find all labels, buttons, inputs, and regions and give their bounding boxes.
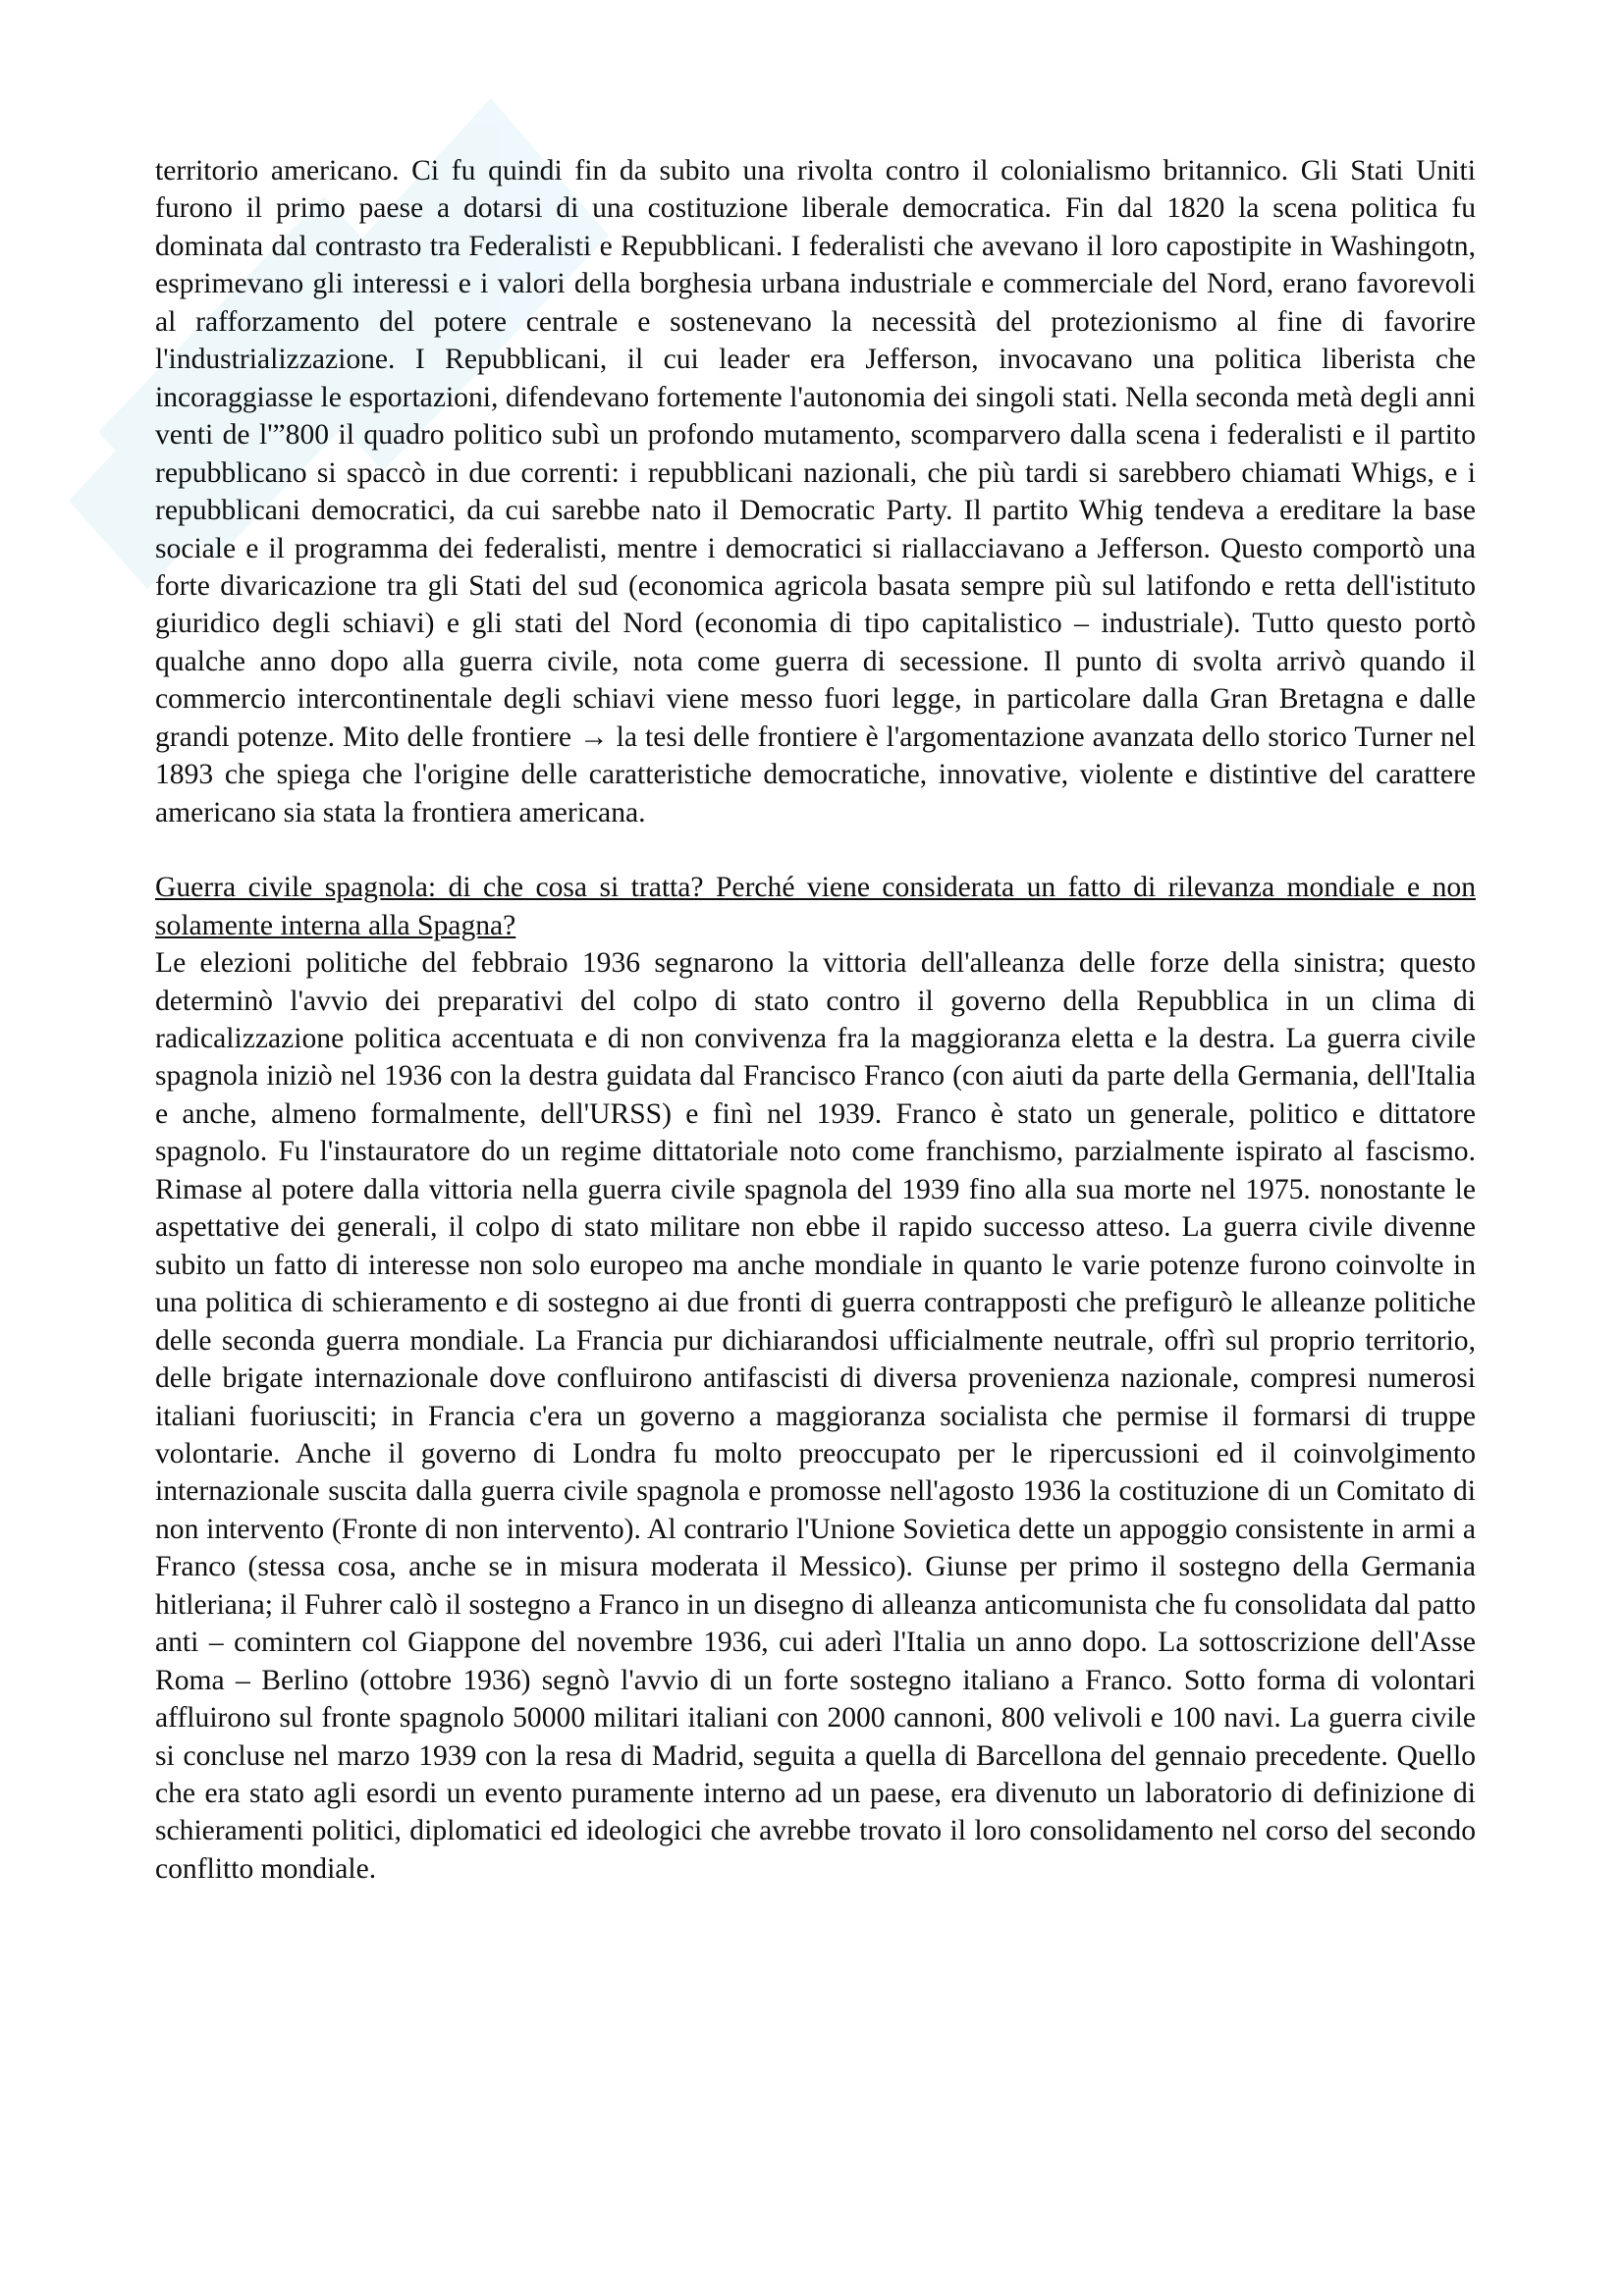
document-page — [155, 152, 1476, 1888]
body-paragraph-spain: Le elezioni politiche del febbraio 1936 segnarono la vittoria dell'alleanza delle forze della sinistra; questo determinò l'avvio dei preparativi del colpo di stato contro il governo della Repubblica in un clima di radicalizzazione politica accentuata e di non convivenza fra la maggioranza eletta e la destra. La guerra civile spagnola iniziò nel 1936 con la destra guidata dal Francisco Franco (con aiuti da parte della Germania, dell'Italia e anche, almeno formalmente, dell'URSS) e finì nel 1939. Franco è stato un generale, politico e dittatore spagnolo. Fu l'instauratore do un regime dittatoriale noto come franchismo, parzialmente ispirato al fascismo. Rimase al potere dalla vittoria nella guerra civile spagnola del 1939 fino alla sua morte nel 1975. nonostante le aspettative dei generali, il colpo di stato militare non ebbe il rapido successo atteso. La guerra civile divenne subito un fatto di interesse non solo europeo ma anche mondiale in quanto le varie potenze furono coinvolte in una politica di schieramento e di sostegno ai due fronti di guerra contrapposti che prefigurò le alleanze politiche delle seconda guerra mondiale. La Francia pur dichiarandosi ufficialmente neutrale, offrì sul proprio territorio, delle brigate internazionale dove confluirono antifascisti di diversa provenienza nazionale, compresi numerosi italiani fuoriusciti; in Francia c'era un governo a maggioranza socialista che permise il formarsi di truppe volontarie. Anche il governo di Londra fu molto preoccupato per le ripercussioni ed il coinvolgimento internazionale suscita dalla guerra civile spagnola e promosse nell'agosto 1936 la costituzione di un Comitato di non intervento (Fronte di non intervento). Al contrario l'Unione Sovietica dette un appoggio consistente in armi a Franco (stessa cosa, anche se in misura moderata il Messico). Giunse per primo il sostegno della Germania hitleriana; il Fuhrer calò il sostegno a Franco in un disegno di alleanza anticomunista che fu consolidata dal patto anti – comintern col Giappone del novembre 1936, cui aderì l'Italia un anno dopo. La sottoscrizione dell'Asse Roma – Berlino (ottobre 1936) segnò l'avvio di un forte sostegno italiano a Franco. Sotto forma di volontari affluirono sul fronte spagnolo 50000 militari italiani con 2000 cannoni, 800 velivoli e 100 navi. La guerra civile si concluse nel marzo 1939 con la resa di Madrid, seguita a quella di Barcellona del gennaio precedente. Quello che era stato agli esordi un evento puramente interno ad un paese, era divenuto un laboratorio di definizione di schieramenti politici, diplomatici ed ideologici che avrebbe trovato il loro consolidamento nel corso del secondo conflitto mondiale. — [155, 947, 1476, 1885]
body-paragraph-usa: territorio americano. Ci fu quindi fin da subito una rivolta contro il colonialismo britannico. Gli Stati Uniti furono il primo paese a dotarsi di una costituzione liberale democratica. Fin dal 1820 la scena politica fu dominata dal contrasto tra Federalisti e Repubblicani. I federalisti che avevano il loro capostipite in Washingotn, esprimevano gli interessi e i valori della borghesia urbana industriale e commerciale del Nord, erano favorevoli al rafforzamento del potere centrale e sostenevano la necessità del protezionismo al fine di favorire l'industrializzazione. I Repubblicani, il cui leader era Jefferson, invocavano una politica liberista che incoraggiasse le esportazioni, difendevano fortemente l'autonomia dei singoli stati. Nella seconda metà degli anni venti de l'”800 il quadro politico subì un profondo mutamento, scomparvero dalla scena i federalisti e il partito repubblicano si spaccò in due correnti: i repubblicani nazionali, che più tardi si sarebbero chiamati Whigs, e i repubblicani democratici, da cui sarebbe nato il Democratic Party. Il partito Whig tendeva a ereditare la base sociale e il programma dei federalisti, mentre i democratici si riallacciavano a Jefferson. Questo comportò una forte divaricazione tra gli Stati del sud (economica agricola basata sempre più sul latifondo e retta dell'istituto giuridico degli schiavi) e gli stati del Nord (economia di tipo capitalistico – industriale). Tutto questo portò qualche anno dopo alla guerra civile, nota come guerra di secessione. Il punto di svolta arrivò quando il commercio intercontinentale degli schiavi viene messo fuori legge, in particolare dalla Gran Bretagna e dalle grandi potenze. Mito delle frontiere → la tesi delle frontiere è l'argomentazione avanzata dello storico Turner nel 1893 che spiega che l'origine delle caratteristiche democratiche, innovative, violente e distintive del carattere americano sia stata la frontiera americana. — [155, 155, 1476, 828]
paragraph-gap — [155, 831, 1476, 869]
question-heading: Guerra civile spagnola: di che cosa si tratta? Perché viene considerata un fatto di rilevanza mondiale e non solamente interna alla Spagna? — [155, 872, 1476, 941]
